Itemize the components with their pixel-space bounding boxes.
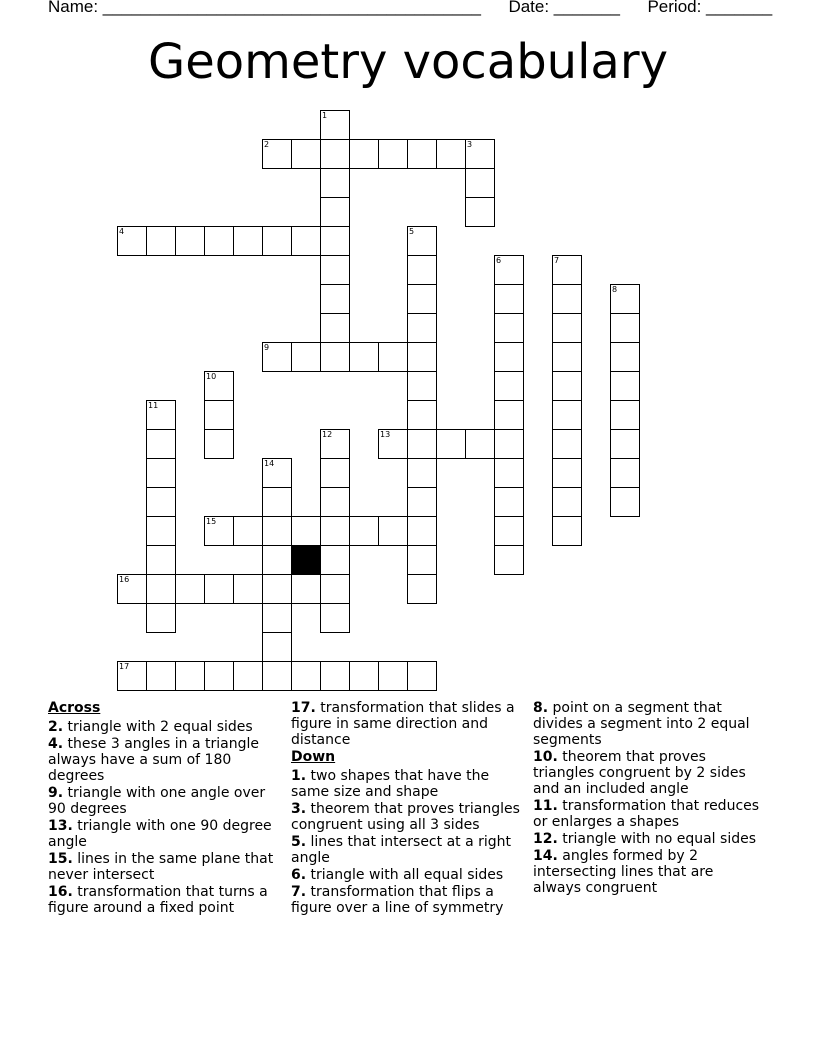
across-clue: 16. transformation that turns a figure around a fixed point [48, 884, 268, 916]
crossword-cell[interactable] [465, 168, 495, 198]
crossword-cell[interactable] [407, 371, 437, 401]
down-heading: Down [291, 749, 336, 765]
across-clue: 2. triangle with 2 equal sides [48, 719, 253, 735]
crossword-cell[interactable] [320, 284, 350, 314]
crossword-cell[interactable] [494, 516, 524, 546]
name-field-label: Name: ________________________________________ [48, 0, 481, 16]
crossword-cell[interactable] [407, 139, 437, 169]
period-field-label: Period: _______ [647, 0, 773, 16]
clue-number: 1 [322, 111, 328, 120]
clues-column-1 [48, 700, 280, 917]
crossword-cell[interactable] [291, 342, 321, 372]
crossword-cell[interactable] [610, 313, 640, 343]
crossword-cell[interactable] [262, 632, 292, 662]
crossword-cell[interactable] [146, 516, 176, 546]
crossword-cell[interactable] [378, 661, 408, 691]
crossword-cell[interactable] [320, 545, 350, 575]
clue-number: 3 [467, 140, 473, 149]
down-clue: 5. lines that intersect at a right angle [291, 834, 512, 866]
across-clue: 15. lines in the same plane that never intersect [48, 851, 274, 883]
crossword-cell[interactable] [262, 603, 292, 633]
crossword-cell[interactable] [320, 458, 350, 488]
clue-number: 7 [554, 256, 560, 265]
across-heading: Across [48, 700, 101, 716]
crossword-cell[interactable] [320, 429, 350, 459]
crossword-cell[interactable] [233, 574, 263, 604]
crossword-cell[interactable] [175, 574, 205, 604]
crossword-cell[interactable] [291, 516, 321, 546]
crossword-cell[interactable] [407, 661, 437, 691]
crossword-cell[interactable] [494, 371, 524, 401]
clues-column-2 [291, 700, 523, 917]
crossword-cell[interactable] [552, 284, 582, 314]
crossword-cell[interactable] [378, 429, 408, 459]
crossword-cell[interactable] [204, 371, 234, 401]
crossword-cell[interactable] [320, 197, 350, 227]
across-clue: 13. triangle with one 90 degree angle [48, 818, 272, 850]
crossword-cell[interactable] [146, 487, 176, 517]
crossword-cell[interactable] [146, 545, 176, 575]
crossword-cell[interactable] [465, 429, 495, 459]
crossword-cell[interactable] [610, 284, 640, 314]
crossword-cell[interactable] [233, 516, 263, 546]
crossword-cell[interactable] [262, 574, 292, 604]
clue-number: 5 [409, 227, 415, 236]
crossword-cell[interactable] [320, 255, 350, 285]
crossword-cell[interactable] [291, 226, 321, 256]
crossword-cell[interactable] [494, 458, 524, 488]
crossword-cell[interactable] [610, 458, 640, 488]
crossword-cell[interactable] [146, 574, 176, 604]
crossword-cell[interactable] [146, 429, 176, 459]
crossword-cell[interactable] [117, 226, 147, 256]
clues-column-3 [533, 700, 765, 897]
crossword-cell[interactable] [262, 545, 292, 575]
crossword-cell[interactable] [494, 255, 524, 285]
crossword-cell[interactable] [407, 400, 437, 430]
crossword-cell[interactable] [494, 342, 524, 372]
crossword-cell[interactable] [378, 516, 408, 546]
crossword-cell[interactable] [175, 226, 205, 256]
page-title: Geometry vocabulary [148, 34, 668, 90]
crossword-cell[interactable] [262, 661, 292, 691]
crossword-cell[interactable] [436, 429, 466, 459]
clue-number: 4 [119, 227, 125, 236]
clue-number: 6 [496, 256, 502, 265]
crossword-cell[interactable] [204, 661, 234, 691]
crossword-cell[interactable] [320, 661, 350, 691]
crossword-cell[interactable] [146, 226, 176, 256]
crossword-cell[interactable] [146, 458, 176, 488]
crossword-cell[interactable] [494, 313, 524, 343]
crossword-cell[interactable] [291, 139, 321, 169]
crossword-cell[interactable] [262, 487, 292, 517]
crossword-cell[interactable] [407, 284, 437, 314]
crossword-cell[interactable] [262, 516, 292, 546]
crossword-cell[interactable] [552, 371, 582, 401]
crossword-cell[interactable] [204, 429, 234, 459]
crossword-block [291, 545, 321, 575]
crossword-cell[interactable] [320, 342, 350, 372]
down-clue: 14. angles formed by 2 intersecting lines that are always congruent [533, 848, 714, 896]
crossword-cell[interactable] [146, 661, 176, 691]
clue-number: 2 [264, 140, 270, 149]
crossword-cell[interactable] [552, 255, 582, 285]
crossword-cell[interactable] [262, 139, 292, 169]
crossword-cell[interactable] [320, 110, 350, 140]
crossword-cell[interactable] [175, 661, 205, 691]
crossword-cell[interactable] [610, 342, 640, 372]
crossword-cell[interactable] [204, 400, 234, 430]
crossword-cell[interactable] [349, 139, 379, 169]
clue-number: 8 [612, 285, 618, 294]
crossword-cell[interactable] [436, 139, 466, 169]
crossword-cell[interactable] [552, 429, 582, 459]
crossword-cell[interactable] [204, 226, 234, 256]
crossword-cell[interactable] [407, 226, 437, 256]
clue-number: 17 [119, 662, 130, 671]
crossword-cell[interactable] [494, 400, 524, 430]
crossword-cell[interactable] [407, 313, 437, 343]
clue-number: 16 [119, 575, 130, 584]
crossword-cell[interactable] [378, 139, 408, 169]
clue-number: 12 [322, 430, 333, 439]
clue-number: 10 [206, 372, 217, 381]
crossword-cell[interactable] [291, 661, 321, 691]
crossword-cell[interactable] [552, 487, 582, 517]
crossword-cell[interactable] [233, 661, 263, 691]
crossword-cell[interactable] [320, 139, 350, 169]
crossword-cell[interactable] [494, 545, 524, 575]
crossword-cell[interactable] [610, 487, 640, 517]
down-clue: 12. triangle with no equal sides [533, 831, 756, 847]
crossword-cell[interactable] [407, 487, 437, 517]
crossword-cell[interactable] [552, 342, 582, 372]
crossword-cell[interactable] [117, 574, 147, 604]
crossword-cell[interactable] [349, 661, 379, 691]
crossword-cell[interactable] [117, 661, 147, 691]
down-clue: 6. triangle with all equal sides [291, 867, 504, 883]
crossword-cell[interactable] [262, 226, 292, 256]
clue-number: 11 [148, 401, 159, 410]
crossword-cell[interactable] [610, 400, 640, 430]
crossword-cell[interactable] [262, 458, 292, 488]
crossword-cell[interactable] [407, 429, 437, 459]
crossword-cell[interactable] [204, 516, 234, 546]
crossword-cell[interactable] [320, 168, 350, 198]
crossword-cell[interactable] [407, 545, 437, 575]
crossword-cell[interactable] [610, 429, 640, 459]
down-clue: 11. transformation that reduces or enlarges a shapes [533, 798, 760, 830]
crossword-cell[interactable] [465, 139, 495, 169]
crossword-cell[interactable] [320, 487, 350, 517]
crossword-cell[interactable] [552, 400, 582, 430]
crossword-cell[interactable] [407, 255, 437, 285]
crossword-cell[interactable] [407, 574, 437, 604]
crossword-cell[interactable] [320, 516, 350, 546]
clue-number: 15 [206, 517, 217, 526]
crossword-cell[interactable] [552, 516, 582, 546]
crossword-cell[interactable] [378, 342, 408, 372]
crossword-cell[interactable] [407, 342, 437, 372]
down-clue: 3. theorem that proves triangles congruent using all 3 sides [291, 801, 520, 833]
crossword-cell[interactable] [552, 458, 582, 488]
crossword-cell[interactable] [494, 429, 524, 459]
clue-number: 9 [264, 343, 270, 352]
crossword-cell[interactable] [320, 574, 350, 604]
clue-number: 13 [380, 430, 391, 439]
crossword-cell[interactable] [349, 516, 379, 546]
crossword-cell[interactable] [610, 371, 640, 401]
crossword-cell[interactable] [465, 197, 495, 227]
down-clue: 1. two shapes that have the same size and shape [291, 768, 490, 800]
down-clue: 10. theorem that proves triangles congruent by 2 sides and an included angle [533, 749, 746, 797]
crossword-cell[interactable] [320, 226, 350, 256]
crossword-cell[interactable] [146, 400, 176, 430]
down-clue: 7. transformation that flips a figure over a line of symmetry [291, 884, 504, 916]
clue-number: 14 [264, 459, 275, 468]
down-clue: 8. point on a segment that divides a segment into 2 equal segments [533, 700, 750, 748]
crossword-cell[interactable] [233, 226, 263, 256]
across-clue: 17. transformation that slides a figure in same direction and distance [291, 700, 515, 748]
crossword-cell[interactable] [552, 313, 582, 343]
crossword-cell[interactable] [320, 313, 350, 343]
crossword-cell[interactable] [320, 603, 350, 633]
crossword-cell[interactable] [407, 458, 437, 488]
crossword-cell[interactable] [494, 284, 524, 314]
crossword-cell[interactable] [407, 516, 437, 546]
crossword-cell[interactable] [291, 574, 321, 604]
crossword-cell[interactable] [204, 574, 234, 604]
crossword-cell[interactable] [262, 342, 292, 372]
crossword-cell[interactable] [146, 603, 176, 633]
across-clue: 9. triangle with one angle over 90 degrees [48, 785, 266, 817]
date-field-label: Date: _______ [508, 0, 620, 16]
crossword-cell[interactable] [349, 342, 379, 372]
across-clue: 4. these 3 angles in a triangle always have a sum of 180 degrees [48, 736, 260, 784]
crossword-cell[interactable] [494, 487, 524, 517]
